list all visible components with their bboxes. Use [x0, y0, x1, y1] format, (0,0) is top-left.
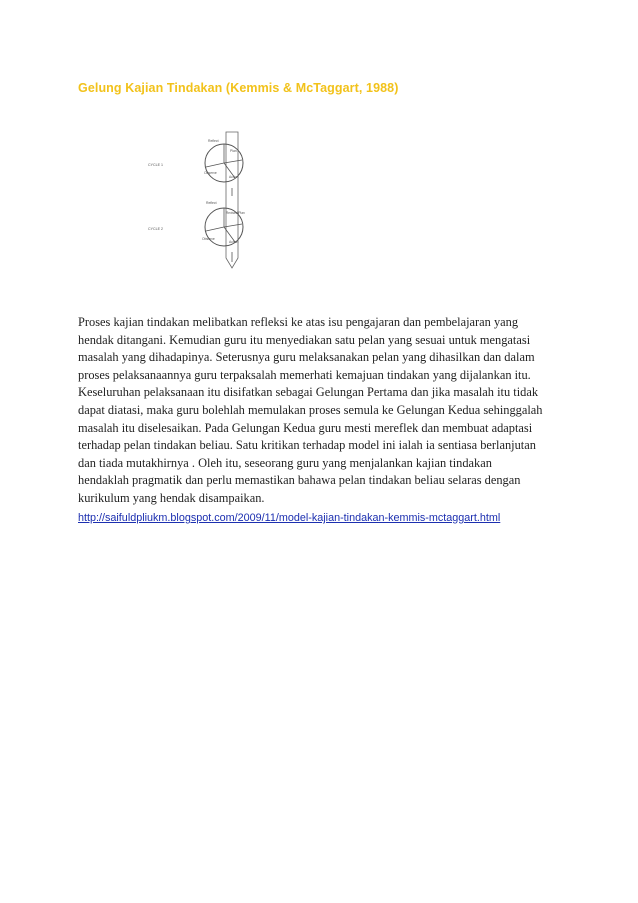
- plan-label: Plan: [230, 149, 237, 153]
- cycle-1-label: CYCLE 1: [148, 163, 163, 167]
- source-link[interactable]: http://saifuldpliukm.blogspot.com/2009/11/model-kajian-tindakan-kemmis-mctaggart.html: [78, 512, 501, 524]
- body-paragraph: [78, 314, 558, 508]
- revised-plan-label: Revised Plan: [226, 211, 245, 215]
- paragraph-line: Keseluruhan pelaksanaan itu disifatkan sebagai Gelungan Pertama dan jika masalah itu tidak: [78, 385, 539, 400]
- paragraph-line: kurikulum yang hendak disampaikan.: [78, 490, 265, 505]
- reflect-1-label: Reflect: [208, 139, 219, 143]
- action-1-label: Action: [229, 175, 239, 179]
- paragraph-line: hendak ditangani. Kemudian guru itu menyediakan satu pelan yang sesuai untuk mengatasi: [78, 332, 531, 347]
- paragraph-line: masalah itu diselesaikan. Pada Gelungan Kedua guru mesti mereflek dan membuat adaptasi: [78, 420, 533, 435]
- observe-2-label: Observe: [202, 237, 215, 241]
- action-2-label: Action: [229, 240, 239, 244]
- paragraph-line: Proses kajian tindakan melibatkan refleksi ke atas isu pengajaran dan pembelajaran yang: [78, 315, 519, 329]
- paragraph-line: proses pelaksanaannya guru terpaksalah memerhati kemajuan tindakan yang dijalankan itu.: [78, 367, 531, 382]
- reflect-2-label: Reflect: [206, 201, 217, 205]
- paragraph-line: terhadap pelan tindakan beliau. Satu kritikan terhadap model ini ialah ia sentiasa berlanjutan: [78, 438, 536, 453]
- paragraph-line: hendaklah pragmatik dan perlu memastikan bahawa pelan tindakan beliau selaras dengan: [78, 473, 521, 488]
- document-heading: Gelung Kajian Tindakan (Kemmis & McTaggart, 1988): [78, 81, 399, 95]
- cycle-2-label: CYCLE 2: [148, 227, 163, 231]
- paragraph-line: dapat diatasi, maka guru bolehlah memulakan proses semula ke Gelungan Kedua sehinggalah: [78, 402, 543, 417]
- observe-1-label: Observe: [204, 171, 217, 175]
- paragraph-line: dan tiada mutakhirnya . Oleh itu, seseorang guru yang menjalankan kajian tindakan: [78, 455, 492, 470]
- action-research-cycle-diagram: [140, 130, 260, 275]
- paragraph-line: masalah yang dihadapinya. Seterusnya guru melaksanakan pelan yang dihasilkan dan dalam: [78, 350, 535, 365]
